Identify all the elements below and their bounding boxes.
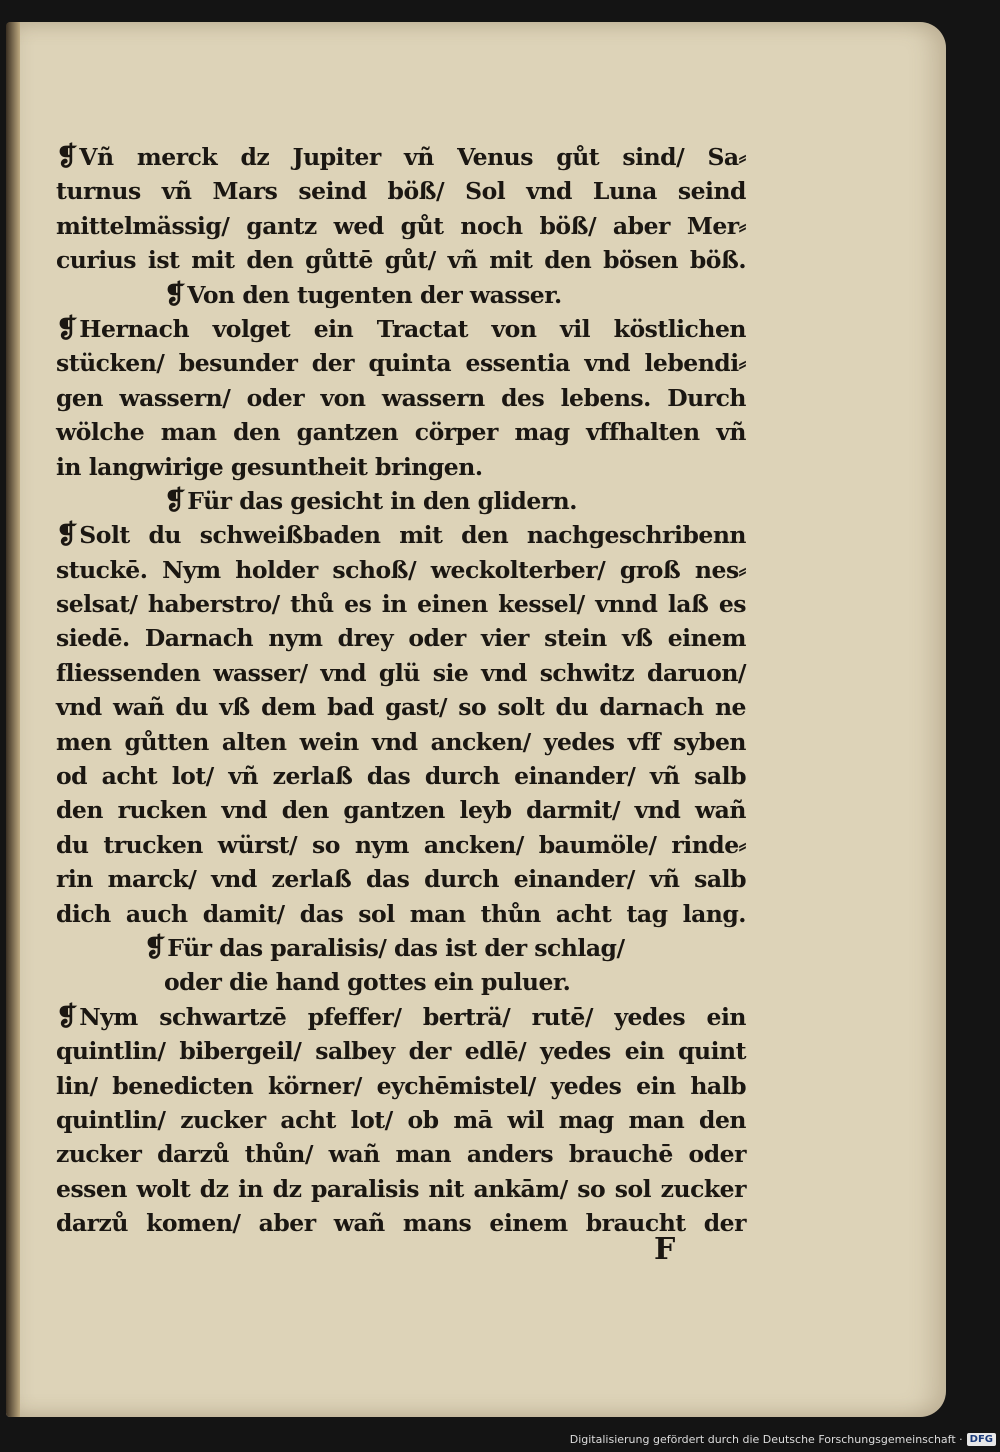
text-line <box>56 1172 746 1206</box>
text-line-content: stücken/ besunder der quinta essentia vnd lebendi⸗ <box>56 349 746 378</box>
text-line <box>56 931 746 965</box>
digitization-footer <box>570 1433 996 1446</box>
text-line-content: quintlin/ zucker acht lot/ ob mā wil mag man den <box>56 1105 746 1134</box>
text-line-content: Solt du schweißbaden mit den nachgeschribenn <box>79 521 746 550</box>
text-line <box>56 587 746 621</box>
text-line-content: od acht lot/ vñ zerlaß das durch einander/ vñ salb <box>56 762 746 791</box>
text-line-content: curius ist mit den gůttē gůt/ vñ mit den bösen böß. <box>56 246 746 275</box>
signature-mark: F <box>654 1232 676 1267</box>
text-line <box>56 209 746 243</box>
page-text-block <box>56 140 746 1241</box>
text-line-content: Für das gesicht in den glidern. <box>187 486 577 515</box>
text-line-content: selsat/ haberstro/ thů es in einen kessel/ vnnd laß es <box>56 590 746 619</box>
text-line <box>56 484 746 518</box>
footer-credit: Digitalisierung gefördert durch die Deutsche Forschungsgemeinschaft · <box>569 1433 963 1446</box>
text-line <box>56 1137 746 1171</box>
text-line <box>56 1206 746 1240</box>
text-line-content: darzů komen/ aber wañ mans einem braucht der <box>56 1209 746 1238</box>
text-line-content: men gůtten alten wein vnd ancken/ yedes vff syben <box>56 727 746 756</box>
text-line <box>56 140 746 174</box>
text-line-content: mittelmässig/ gantz wed gůt noch böß/ aber Mer⸗ <box>56 211 746 240</box>
dfg-logo-icon: DFG <box>967 1433 996 1446</box>
text-line-content: fliessenden wasser/ vnd glü sie vnd schwitz daruon/ <box>56 658 746 687</box>
text-line <box>56 621 746 655</box>
text-line <box>56 725 746 759</box>
pilcrow-icon: ❡ <box>144 932 166 963</box>
text-line-content: stuckē. Nym holder schoß/ weckolterber/ groß nes⸗ <box>56 555 746 584</box>
text-line <box>56 1000 746 1034</box>
text-line-content: Für das paralisis/ das ist der schlag/ <box>167 933 625 962</box>
text-line-content: gen wassern/ oder von wassern des lebens. Durch <box>56 383 746 412</box>
text-line <box>56 553 746 587</box>
text-line <box>56 518 746 552</box>
text-line-content: oder die hand gottes ein puluer. <box>164 968 571 997</box>
text-line <box>56 278 746 312</box>
text-line-content: du trucken würst/ so nym ancken/ baumöle/ rinde⸗ <box>56 830 746 859</box>
text-line-content: turnus vñ Mars seind böß/ Sol vnd Luna seind <box>56 177 746 206</box>
text-line <box>56 174 746 208</box>
text-line <box>56 759 746 793</box>
pilcrow-icon: ❡ <box>56 142 78 172</box>
text-line-content: wölche man den gantzen cörper mag vffhalten vñ <box>56 418 746 447</box>
pilcrow-icon: ❡ <box>164 485 186 516</box>
text-line-content: rin marck/ vnd zerlaß das durch einander/ vñ salb <box>56 865 746 894</box>
book-page <box>6 22 946 1417</box>
text-line-content: Von den tugenten der wasser. <box>187 280 562 309</box>
text-line-content: zucker darzů thůn/ wañ man anders brauchē oder <box>56 1140 746 1169</box>
text-line <box>56 690 746 724</box>
text-line-content: lin/ benedicten körner/ eychēmistel/ yedes ein halb <box>56 1071 746 1100</box>
text-line <box>56 415 746 449</box>
text-line <box>56 1103 746 1137</box>
text-line <box>56 1069 746 1103</box>
text-line-content: Nym schwartzē pfeffer/ berträ/ rutē/ yedes ein <box>79 1002 746 1031</box>
text-line-content: quintlin/ bibergeil/ salbey der edlē/ yedes ein quint <box>56 1037 746 1066</box>
text-line <box>56 965 746 999</box>
text-line <box>56 346 746 380</box>
text-line-content: essen wolt dz in dz paralisis nit ankām/ so sol zucker <box>56 1174 746 1203</box>
text-line <box>56 862 746 896</box>
pilcrow-icon: ❡ <box>56 313 78 344</box>
pilcrow-icon: ❡ <box>56 520 78 551</box>
pilcrow-icon: ❡ <box>164 279 186 310</box>
pilcrow-icon: ❡ <box>56 1001 78 1032</box>
text-line <box>56 1034 746 1068</box>
text-line-content: dich auch damit/ das sol man thůn acht tag lang. <box>56 899 746 928</box>
text-line <box>56 656 746 690</box>
text-line-content: den rucken vnd den gantzen leyb darmit/ vnd wañ <box>56 796 746 825</box>
text-line-content: Hernach volget ein Tractat von vil köstlichen <box>79 314 746 343</box>
text-line <box>56 450 746 484</box>
text-line-content: Vñ merck dz Jupiter vñ Venus gůt sind/ Sa⸗ <box>79 143 746 171</box>
text-line <box>56 828 746 862</box>
text-line-content: vnd wañ du vß dem bad gast/ so solt du darnach ne <box>56 693 746 722</box>
text-line <box>56 381 746 415</box>
text-line <box>56 897 746 931</box>
text-line-content: siedē. Darnach nym drey oder vier stein vß einem <box>56 624 746 653</box>
text-line-content: in langwirige gesuntheit bringen. <box>56 452 483 481</box>
text-line <box>56 243 746 277</box>
text-line <box>56 312 746 346</box>
text-line <box>56 793 746 827</box>
